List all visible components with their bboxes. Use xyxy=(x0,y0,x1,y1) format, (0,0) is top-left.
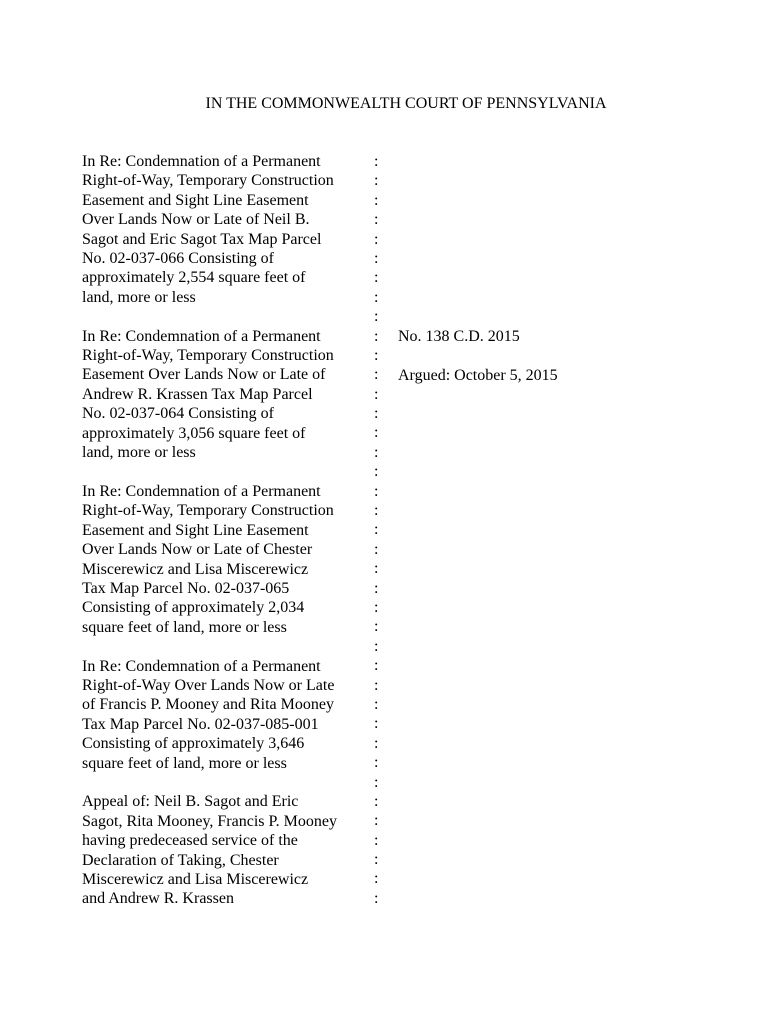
caption-line: Sagot, Rita Mooney, Francis P. Mooney xyxy=(82,812,337,830)
caption-colon: : xyxy=(374,792,379,810)
caption-line: Consisting of approximately 2,034 xyxy=(82,599,305,617)
caption-colon-divider xyxy=(374,152,386,908)
caption-colon: : xyxy=(374,191,379,209)
caption-colon: : xyxy=(374,443,379,461)
caption-line: Tax Map Parcel No. 02-037-065 xyxy=(82,579,290,597)
caption-colon: : xyxy=(374,366,379,384)
caption-line: In Re: Condemnation of a Permanent xyxy=(82,482,321,500)
caption-line: approximately 2,554 square feet of xyxy=(82,269,306,287)
caption-line: In Re: Condemnation of a Permanent xyxy=(82,657,321,675)
caption-line: No. 02-037-064 Consisting of xyxy=(82,405,274,423)
caption-colon: : xyxy=(374,463,379,481)
caption-colon: : xyxy=(374,637,379,655)
caption-colon: : xyxy=(374,521,379,539)
caption-colon: : xyxy=(374,851,379,869)
caption-block-mooney xyxy=(82,657,372,773)
caption-colon: : xyxy=(374,676,379,694)
caption-line: Right-of-Way Over Lands Now or Late xyxy=(82,676,335,694)
caption-colon: : xyxy=(374,288,379,306)
caption-colon: : xyxy=(374,812,379,830)
caption-block-miscerewicz xyxy=(82,482,372,637)
caption-colon: : xyxy=(374,230,379,248)
caption-line: Andrew R. Krassen Tax Map Parcel xyxy=(82,385,313,403)
caption-colon: : xyxy=(374,598,379,616)
caption-line: Easement and Sight Line Easement xyxy=(82,191,309,209)
caption-block-appeal xyxy=(82,792,372,908)
caption-line: In Re: Condemnation of a Permanent xyxy=(82,327,321,345)
caption-block-krassen xyxy=(82,327,372,463)
spacer xyxy=(398,346,738,365)
caption-line: square feet of land, more or less xyxy=(82,754,287,772)
caption-line: Miscerewicz and Lisa Miscerewicz xyxy=(82,560,309,578)
caption-colon: : xyxy=(374,346,379,364)
caption-colon: : xyxy=(374,502,379,520)
caption-colon: : xyxy=(374,773,379,791)
caption-line: Appeal of: Neil B. Sagot and Eric xyxy=(82,793,299,811)
caption-colon: : xyxy=(374,327,379,345)
caption-block-sagot xyxy=(82,152,372,307)
caption-line: Miscerewicz and Lisa Miscerewicz xyxy=(82,870,309,888)
case-details xyxy=(398,327,738,385)
caption-line: land, more or less xyxy=(82,288,196,306)
caption-line: Over Lands Now or Late of Neil B. xyxy=(82,211,310,229)
caption-colon: : xyxy=(374,734,379,752)
caption-colon: : xyxy=(374,385,379,403)
caption-line: having predeceased service of the xyxy=(82,832,298,850)
caption-colon: : xyxy=(374,269,379,287)
caption-colon: : xyxy=(374,405,379,423)
caption-line: Declaration of Taking, Chester xyxy=(82,851,279,869)
case-caption xyxy=(82,152,372,928)
caption-line: land, more or less xyxy=(82,444,196,462)
caption-line: Right-of-Way, Temporary Construction xyxy=(82,502,334,520)
caption-colon: : xyxy=(374,482,379,500)
caption-colon: : xyxy=(374,424,379,442)
caption-line: Easement and Sight Line Easement xyxy=(82,521,309,539)
caption-line: approximately 3,056 square feet of xyxy=(82,424,306,442)
caption-line: Over Lands Now or Late of Chester xyxy=(82,541,313,559)
caption-line: Tax Map Parcel No. 02-037-085-001 xyxy=(82,715,319,733)
caption-colon: : xyxy=(374,889,379,907)
caption-colon: : xyxy=(374,172,379,190)
caption-colon: : xyxy=(374,715,379,733)
caption-colon: : xyxy=(374,211,379,229)
docket-number: No. 138 C.D. 2015 xyxy=(398,328,520,345)
caption-colon: : xyxy=(374,540,379,558)
caption-colon: : xyxy=(374,560,379,578)
caption-colon: : xyxy=(374,870,379,888)
caption-line: square feet of land, more or less xyxy=(82,618,287,636)
caption-colon: : xyxy=(374,831,379,849)
caption-colon: : xyxy=(374,308,379,326)
argued-date: Argued: October 5, 2015 xyxy=(398,366,558,384)
caption-colon: : xyxy=(374,695,379,713)
caption-line: Consisting of approximately 3,646 xyxy=(82,735,305,753)
caption-line: Sagot and Eric Sagot Tax Map Parcel xyxy=(82,230,322,248)
caption-colon: : xyxy=(374,618,379,636)
caption-line: of Francis P. Mooney and Rita Mooney xyxy=(82,696,334,714)
caption-line: No. 02-037-066 Consisting of xyxy=(82,250,274,268)
caption-colon: : xyxy=(374,249,379,267)
caption-colon: : xyxy=(374,153,379,170)
caption-colon: : xyxy=(374,657,379,675)
caption-line: Right-of-Way, Temporary Construction xyxy=(82,172,334,190)
caption-colon: : xyxy=(374,579,379,597)
caption-line: In Re: Condemnation of a Permanent xyxy=(82,153,321,170)
court-title: IN THE COMMONWEALTH COURT OF PENNSYLVANIA xyxy=(205,95,607,112)
caption-line: Right-of-Way, Temporary Construction xyxy=(82,347,334,365)
caption-line: Easement Over Lands Now or Late of xyxy=(82,366,326,384)
caption-line: and Andrew R. Krassen xyxy=(82,890,234,908)
caption-colon: : xyxy=(374,754,379,772)
